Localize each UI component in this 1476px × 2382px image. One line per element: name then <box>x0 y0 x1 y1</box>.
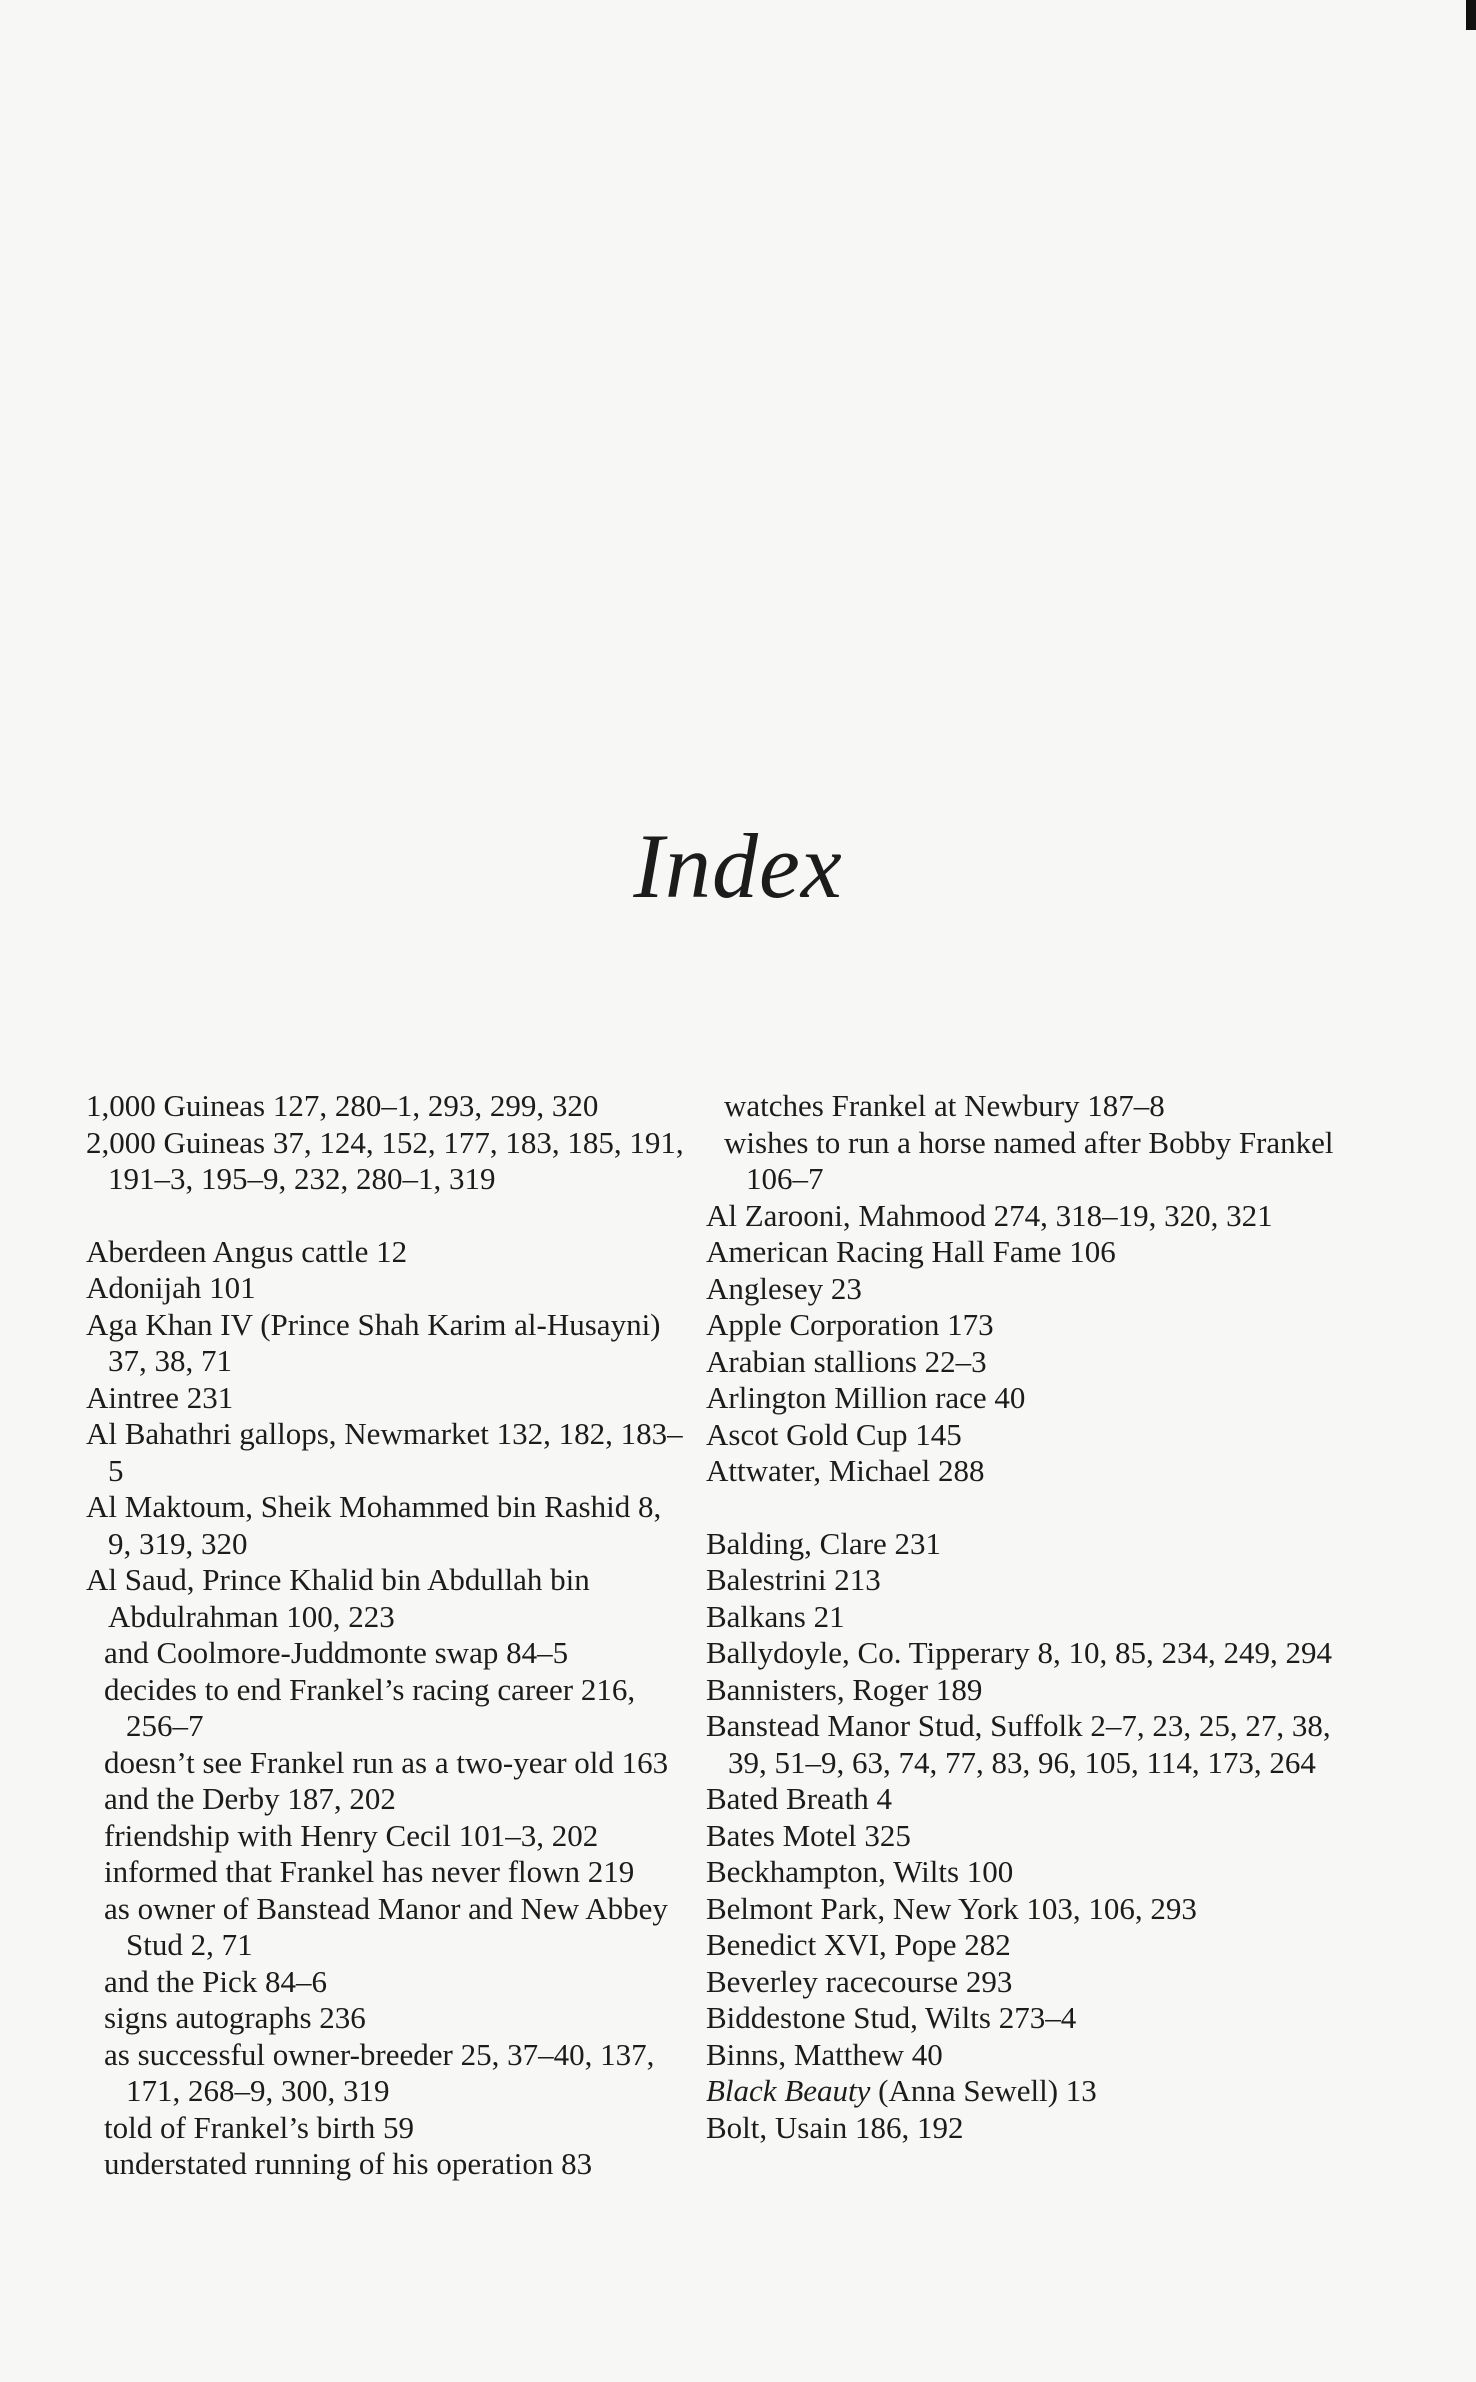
index-entry: Aintree 231 <box>86 1379 234 1415</box>
index-subentry: told of Frankel’s birth 59 <box>104 2109 414 2145</box>
index-entry: Ascot Gold Cup 145 <box>706 1416 962 1452</box>
index-subentry: friendship with Henry Cecil 101–3, 202 <box>104 1817 599 1853</box>
index-entry: Ballydoyle, Co. Tipperary 8, 10, 85, 234, 249, 294 <box>706 1635 1333 1670</box>
index-entry: Beckhampton, Wilts 100 <box>706 1854 1014 1889</box>
page-title: Index <box>633 815 843 917</box>
index-entry-rest: (Anna Sewell) 13 <box>870 2073 1097 2108</box>
index-section-gap <box>706 1490 1366 1526</box>
index-subentry: as successful owner-breeder 25, 37–40, 137, 171, 268–9, 300, 319 <box>104 2036 655 2108</box>
index-entry: Balkans 21 <box>706 1598 845 1634</box>
index-entry: 2,000 Guineas 37, 124, 152, 177, 183, 185, 191, 191–3, 195–9, 232, 280–1, 319 <box>86 1124 684 1196</box>
index-section-gap <box>86 1198 686 1234</box>
index-entry: Aberdeen Angus cattle 12 <box>86 1233 408 1269</box>
index-entry: American Racing Hall Fame 106 <box>706 1234 1116 1269</box>
index-subentry: and the Derby 187, 202 <box>104 1781 396 1816</box>
index-entry: Banstead Manor Stud, Suffolk 2–7, 23, 25, 27, 38, 39, 51–9, 63, 74, 77, 83, 96, 105, 114, 173, 264 <box>706 1708 1331 1780</box>
index-entry: Arlington Million race 40 <box>706 1380 1026 1415</box>
index-entry: Aga Khan IV (Prince Shah Karim al-Husayni) 37, 38, 71 <box>86 1306 661 1378</box>
index-subentry: doesn’t see Frankel run as a two-year old 163 <box>104 1744 669 1780</box>
index-entry: Binns, Matthew 40 <box>706 2036 943 2072</box>
index-entry: 1,000 Guineas 127, 280–1, 293, 299, 320 <box>86 1088 599 1123</box>
index-subentry: and Coolmore-Juddmonte swap 84–5 <box>104 1635 569 1670</box>
index-entry: Benedict XVI, Pope 282 <box>706 1927 1011 1962</box>
index-entry: Balestrini 213 <box>706 1562 881 1597</box>
index-entry: Beverley racecourse 293 <box>706 1963 1013 1999</box>
index-entry: Arabian stallions 22–3 <box>706 1343 987 1379</box>
index-column-left <box>86 1088 686 2183</box>
index-subentry: decides to end Frankel’s racing career 216, 256–7 <box>104 1671 636 1743</box>
page-edge-shadow <box>1466 0 1476 30</box>
index-entry: Bolt, Usain 186, 192 <box>706 2109 964 2145</box>
index-entry: Al Bahathri gallops, Newmarket 132, 182, 183–5 <box>86 1416 683 1488</box>
index-subentry: signs autographs 236 <box>104 2000 366 2035</box>
index-subentry: wishes to run a horse named after Bobby Frankel 106–7 <box>724 1124 1334 1196</box>
index-entry: Biddestone Stud, Wilts 273–4 <box>706 2000 1077 2035</box>
index-entry: Anglesey 23 <box>706 1270 862 1306</box>
index-subentry: understated running of his operation 83 <box>104 2146 593 2181</box>
index-subentry: informed that Frankel has never flown 219 <box>104 1854 635 1889</box>
index-entry-title: Black Beauty <box>706 2073 871 2108</box>
index-entry: Adonijah 101 <box>86 1270 256 1305</box>
index-subentry: as owner of Banstead Manor and New Abbey Stud 2, 71 <box>104 1890 668 1962</box>
index-subentry: and the Pick 84–6 <box>104 1963 327 1999</box>
index-subentry: watches Frankel at Newbury 187–8 <box>724 1088 1165 1123</box>
index-entry: Al Saud, Prince Khalid bin Abdullah bin Abdulrahman 100, 223 <box>86 1562 590 1634</box>
index-entry: Al Zarooni, Mahmood 274, 318–19, 320, 321 <box>706 1197 1273 1233</box>
index-entry: Bates Motel 325 <box>706 1817 911 1853</box>
index-entry: Al Maktoum, Sheik Mohammed bin Rashid 8, 9, 319, 320 <box>86 1489 662 1561</box>
index-entry: Attwater, Michael 288 <box>706 1453 985 1488</box>
index-entry: Balding, Clare 231 <box>706 1525 942 1561</box>
index-entry: Bated Breath 4 <box>706 1781 892 1816</box>
index-entry: Bannisters, Roger 189 <box>706 1671 983 1707</box>
index-entry <box>706 2073 1366 2110</box>
index-column-right <box>706 1088 1366 2146</box>
index-entry: Apple Corporation 173 <box>706 1307 994 1342</box>
index-entry: Belmont Park, New York 103, 106, 293 <box>706 1890 1197 1926</box>
